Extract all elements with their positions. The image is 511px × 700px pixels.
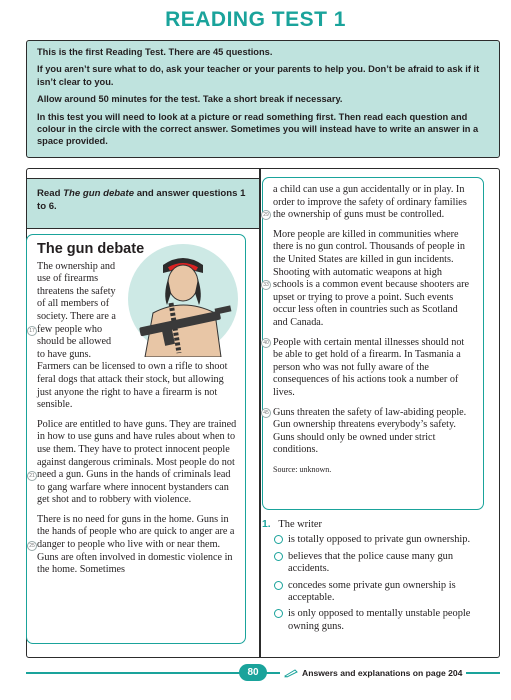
article-paragraph (263, 184, 473, 222)
line-number: 40 (261, 338, 271, 348)
answers-reference (280, 666, 466, 680)
intro-line: If you aren’t sure what to do, ask your teacher or your parents to help you. Don’t be afraid to ask if it isn’t clear to you. (37, 64, 480, 87)
paragraph-text: a child can use a gun accidentally or in play. In order to improve the safety of ordinary families the ownership of guns must be controlled. (273, 184, 467, 221)
instruction-box (27, 178, 259, 229)
article-paragraph (29, 418, 237, 507)
line-number: 33 (261, 280, 271, 290)
paragraph-text: People with certain mental illnesses should not be able to get hold of a firearm. In Tasmania a person who was not fully aware of the consequences of his actions took a number of lives. (273, 336, 465, 398)
article-title: The gun debate (37, 241, 145, 257)
question-text: The writer (278, 519, 322, 530)
pencil-icon (284, 669, 298, 678)
page-title: READING TEST 1 (165, 8, 346, 31)
line-number: 21 (27, 471, 37, 481)
answer-option-d[interactable] (262, 608, 492, 633)
line-number: 25 (27, 541, 37, 551)
intro-line: In this test you will need to look at a picture or read something first. Then read each question and colour in the circle with the correct answer. Sometimes you will instead have to write an answer in a space provided. (37, 111, 479, 147)
instruction-suffix: and answer questions 1 to 6. (37, 188, 246, 212)
paragraph-text: The ownership and use of firearms threatens the safety of all members of society. There are a few people who should be allowed to have guns. Farmers can be licensed to own a rifle to shoot feral dogs that attack their stock, but allowing just anyone the right to have a firearm is not sensible. (37, 260, 228, 411)
article-panel (26, 234, 246, 644)
paragraph-text: Police are entitled to have guns. They are trained in how to use guns and have rules about when to use them. They have to protect innocent people against dangerous criminals. Most people do not need a gun. Guns in the hands of criminals lead to gang warfare where innocent bystanders can get shot and to robbery with violence. (37, 418, 237, 506)
article-paragraph (29, 513, 237, 577)
article-paragraph (29, 260, 237, 412)
radio-circle-icon[interactable] (274, 581, 283, 590)
option-text: is only opposed to mentally unstable people owning guns. (288, 608, 471, 632)
paragraph-text: Guns threaten the safety of law-abiding people. Gun ownership threatens everybody’s safety. Guns should only be owned under strict conditions. (273, 406, 467, 456)
question-1 (262, 519, 492, 637)
answer-option-c[interactable] (262, 580, 492, 605)
answer-option-b[interactable] (262, 551, 492, 576)
intro-line: Allow around 50 minutes for the test. Take a short break if necessary. (37, 94, 343, 105)
answer-option-a[interactable] (262, 534, 492, 546)
option-text: concedes some private gun ownership is acceptable. (288, 579, 456, 604)
question-number: 1. (262, 519, 271, 530)
answers-text: Answers and explanations on page 204 (302, 668, 463, 678)
intro-box (26, 40, 500, 158)
article-paragraph (263, 228, 473, 330)
instruction-text-title: The gun debate (63, 188, 135, 199)
page-number: 80 (239, 664, 267, 681)
paragraph-text: More people are killed in communities where there is no gun control. Thousands of people in the United States are killed in gun incidents. Shooting with automatic weapons at high schools is a common event because shooters are upset or trying to prove a point. Such events occur less often in countries such as Scotland and Canada. (273, 228, 470, 328)
intro-line: This is the first Reading Test. There are 45 questions. (37, 47, 273, 57)
radio-circle-icon[interactable] (274, 535, 283, 544)
paragraph-text: There is no need for guns in the home. Guns in the hands of people who are quick to anger are a danger to people who live with or near them. Guns are often involved in domestic violence in the home. Sometimes (37, 513, 235, 576)
article-paragraph (263, 336, 473, 400)
line-number: 17 (27, 326, 37, 336)
instruction-prefix: Read (37, 188, 64, 199)
option-text: believes that the police cause many gun accidents. (288, 550, 454, 575)
article-continued-panel (262, 177, 484, 510)
article-paragraph (263, 406, 473, 457)
radio-circle-icon[interactable] (274, 609, 283, 618)
line-number: 29 (261, 210, 271, 220)
radio-circle-icon[interactable] (274, 552, 283, 561)
question-stem (262, 519, 492, 531)
option-text: is totally opposed to private gun ownership. (288, 534, 471, 546)
article-source: Source: unknown. (273, 464, 332, 474)
line-number: 45 (261, 408, 271, 418)
